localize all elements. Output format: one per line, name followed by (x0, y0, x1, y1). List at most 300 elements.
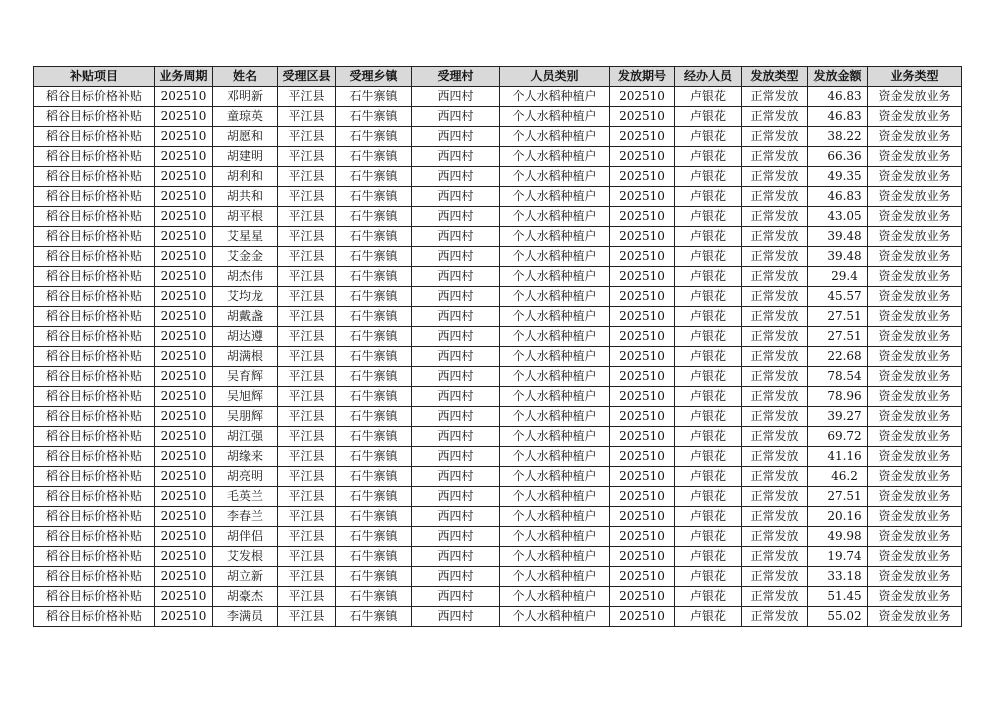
col-district-cell: 平江县 (278, 147, 336, 167)
col-name-cell: 艾星星 (213, 227, 278, 247)
col-business-period-cell: 202510 (155, 227, 213, 247)
col-amount-cell: 39.48 (808, 227, 868, 247)
col-person-category-cell: 个人水稻种植户 (500, 467, 610, 487)
col-district-cell: 平江县 (278, 387, 336, 407)
col-issue-type-cell: 正常发放 (742, 347, 808, 367)
col-operator-cell: 卢银花 (675, 447, 742, 467)
col-subsidy-item-cell: 稻谷目标价格补贴 (34, 327, 155, 347)
col-subsidy-item-cell: 稻谷目标价格补贴 (34, 527, 155, 547)
col-village-cell: 西四村 (412, 427, 500, 447)
col-subsidy-item-cell: 稻谷目标价格补贴 (34, 347, 155, 367)
col-name-cell: 胡戴盏 (213, 307, 278, 327)
col-village-cell: 西四村 (412, 327, 500, 347)
col-issue-type-cell: 正常发放 (742, 487, 808, 507)
col-issue-type-cell: 正常发放 (742, 547, 808, 567)
table-row (34, 347, 962, 367)
col-township-cell: 石牛寨镇 (336, 567, 412, 587)
col-district-cell: 平江县 (278, 247, 336, 267)
col-person-category-cell: 个人水稻种植户 (500, 407, 610, 427)
col-district-cell: 平江县 (278, 467, 336, 487)
col-business-type-cell: 资金发放业务 (868, 307, 962, 327)
table-row (34, 147, 962, 167)
table-header (34, 67, 962, 87)
col-township-cell: 石牛寨镇 (336, 547, 412, 567)
col-name-cell: 胡达遵 (213, 327, 278, 347)
col-issue-type-cell: 正常发放 (742, 587, 808, 607)
col-issue-type-cell: 正常发放 (742, 407, 808, 427)
col-amount-cell: 41.16 (808, 447, 868, 467)
col-amount-cell: 22.68 (808, 347, 868, 367)
col-name-cell: 胡亮明 (213, 467, 278, 487)
table-row (34, 247, 962, 267)
col-subsidy-item-cell: 稻谷目标价格补贴 (34, 447, 155, 467)
col-person-category-cell: 个人水稻种植户 (500, 247, 610, 267)
table-row (34, 207, 962, 227)
col-business-period-cell: 202510 (155, 427, 213, 447)
col-issue-period-cell: 202510 (610, 427, 675, 447)
col-district-cell: 平江县 (278, 267, 336, 287)
col-issue-period-cell: 202510 (610, 447, 675, 467)
col-issue-period-header: 发放期号 (610, 67, 675, 87)
col-person-category-cell: 个人水稻种植户 (500, 127, 610, 147)
col-subsidy-item-cell: 稻谷目标价格补贴 (34, 247, 155, 267)
table-row (34, 367, 962, 387)
col-operator-header: 经办人员 (675, 67, 742, 87)
col-issue-type-cell: 正常发放 (742, 247, 808, 267)
col-name-cell: 胡满根 (213, 347, 278, 367)
col-business-type-cell: 资金发放业务 (868, 347, 962, 367)
col-business-type-header: 业务类型 (868, 67, 962, 87)
col-business-type-cell: 资金发放业务 (868, 387, 962, 407)
col-township-cell: 石牛寨镇 (336, 527, 412, 547)
col-subsidy-item-header: 补贴项目 (34, 67, 155, 87)
col-issue-type-cell: 正常发放 (742, 387, 808, 407)
col-business-type-cell: 资金发放业务 (868, 447, 962, 467)
table-row (34, 547, 962, 567)
col-operator-cell: 卢银花 (675, 567, 742, 587)
col-issue-type-cell: 正常发放 (742, 287, 808, 307)
col-issue-type-cell: 正常发放 (742, 107, 808, 127)
col-person-category-cell: 个人水稻种植户 (500, 367, 610, 387)
col-issue-type-cell: 正常发放 (742, 147, 808, 167)
col-amount-cell: 78.54 (808, 367, 868, 387)
col-name-cell: 胡愿和 (213, 127, 278, 147)
col-township-cell: 石牛寨镇 (336, 487, 412, 507)
col-issue-period-cell: 202510 (610, 307, 675, 327)
col-district-cell: 平江县 (278, 507, 336, 527)
col-amount-cell: 66.36 (808, 147, 868, 167)
col-issue-period-cell: 202510 (610, 187, 675, 207)
col-name-cell: 胡江强 (213, 427, 278, 447)
col-amount-cell: 39.27 (808, 407, 868, 427)
col-operator-cell: 卢银花 (675, 187, 742, 207)
col-business-period-cell: 202510 (155, 87, 213, 107)
col-business-period-cell: 202510 (155, 287, 213, 307)
col-issue-period-cell: 202510 (610, 147, 675, 167)
col-district-cell: 平江县 (278, 487, 336, 507)
table-body (34, 87, 962, 627)
col-issue-period-cell: 202510 (610, 127, 675, 147)
col-amount-cell: 29.4 (808, 267, 868, 287)
col-district-cell: 平江县 (278, 447, 336, 467)
col-issue-period-cell: 202510 (610, 507, 675, 527)
col-name-cell: 吴朋辉 (213, 407, 278, 427)
col-village-cell: 西四村 (412, 187, 500, 207)
col-business-period-cell: 202510 (155, 527, 213, 547)
col-name-cell: 艾金金 (213, 247, 278, 267)
col-business-period-cell: 202510 (155, 147, 213, 167)
col-township-cell: 石牛寨镇 (336, 347, 412, 367)
col-subsidy-item-cell: 稻谷目标价格补贴 (34, 427, 155, 447)
col-name-cell: 邓明新 (213, 87, 278, 107)
table-row (34, 127, 962, 147)
col-village-cell: 西四村 (412, 567, 500, 587)
col-business-period-cell: 202510 (155, 207, 213, 227)
col-subsidy-item-cell: 稻谷目标价格补贴 (34, 567, 155, 587)
col-village-cell: 西四村 (412, 287, 500, 307)
col-business-type-cell: 资金发放业务 (868, 587, 962, 607)
col-business-period-cell: 202510 (155, 447, 213, 467)
col-issue-period-cell: 202510 (610, 347, 675, 367)
col-business-type-cell: 资金发放业务 (868, 287, 962, 307)
col-issue-type-cell: 正常发放 (742, 307, 808, 327)
col-person-category-cell: 个人水稻种植户 (500, 547, 610, 567)
col-business-period-cell: 202510 (155, 347, 213, 367)
col-issue-period-cell: 202510 (610, 487, 675, 507)
col-township-cell: 石牛寨镇 (336, 467, 412, 487)
col-business-period-cell: 202510 (155, 607, 213, 627)
col-amount-cell: 39.48 (808, 247, 868, 267)
col-subsidy-item-cell: 稻谷目标价格补贴 (34, 267, 155, 287)
col-amount-cell: 19.74 (808, 547, 868, 567)
col-amount-cell: 27.51 (808, 487, 868, 507)
col-person-category-cell: 个人水稻种植户 (500, 347, 610, 367)
col-business-type-cell: 资金发放业务 (868, 147, 962, 167)
col-operator-cell: 卢银花 (675, 327, 742, 347)
col-issue-type-cell: 正常发放 (742, 527, 808, 547)
col-township-cell: 石牛寨镇 (336, 607, 412, 627)
col-name-cell: 胡伴侣 (213, 527, 278, 547)
col-operator-cell: 卢银花 (675, 147, 742, 167)
col-amount-cell: 20.16 (808, 507, 868, 527)
col-district-cell: 平江县 (278, 587, 336, 607)
col-business-type-cell: 资金发放业务 (868, 367, 962, 387)
col-township-cell: 石牛寨镇 (336, 187, 412, 207)
col-village-cell: 西四村 (412, 267, 500, 287)
col-village-cell: 西四村 (412, 367, 500, 387)
col-subsidy-item-cell: 稻谷目标价格补贴 (34, 87, 155, 107)
col-issue-type-cell: 正常发放 (742, 427, 808, 447)
col-issue-type-cell: 正常发放 (742, 167, 808, 187)
col-township-cell: 石牛寨镇 (336, 87, 412, 107)
table-row (34, 427, 962, 447)
col-name-cell: 胡缘来 (213, 447, 278, 467)
col-issue-type-cell: 正常发放 (742, 467, 808, 487)
table-row (34, 387, 962, 407)
col-name-cell: 胡豪杰 (213, 587, 278, 607)
col-village-cell: 西四村 (412, 407, 500, 427)
header-row (34, 67, 962, 87)
col-district-cell: 平江县 (278, 567, 336, 587)
col-operator-cell: 卢银花 (675, 87, 742, 107)
col-issue-period-cell: 202510 (610, 607, 675, 627)
col-issue-period-cell: 202510 (610, 107, 675, 127)
col-name-cell: 胡利和 (213, 167, 278, 187)
col-operator-cell: 卢银花 (675, 207, 742, 227)
col-operator-cell: 卢银花 (675, 247, 742, 267)
col-subsidy-item-cell: 稻谷目标价格补贴 (34, 187, 155, 207)
col-township-cell: 石牛寨镇 (336, 147, 412, 167)
col-issue-period-cell: 202510 (610, 267, 675, 287)
col-township-cell: 石牛寨镇 (336, 407, 412, 427)
col-district-cell: 平江县 (278, 347, 336, 367)
col-business-type-cell: 资金发放业务 (868, 487, 962, 507)
col-district-cell: 平江县 (278, 367, 336, 387)
col-person-category-cell: 个人水稻种植户 (500, 307, 610, 327)
col-township-cell: 石牛寨镇 (336, 307, 412, 327)
col-issue-period-cell: 202510 (610, 367, 675, 387)
table-row (34, 607, 962, 627)
col-operator-cell: 卢银花 (675, 167, 742, 187)
col-business-type-cell: 资金发放业务 (868, 107, 962, 127)
col-business-type-cell: 资金发放业务 (868, 467, 962, 487)
col-issue-type-cell: 正常发放 (742, 87, 808, 107)
col-village-header: 受理村 (412, 67, 500, 87)
col-village-cell: 西四村 (412, 247, 500, 267)
col-person-category-cell: 个人水稻种植户 (500, 607, 610, 627)
col-village-cell: 西四村 (412, 127, 500, 147)
table-row (34, 267, 962, 287)
table-row (34, 527, 962, 547)
col-person-category-cell: 个人水稻种植户 (500, 447, 610, 467)
col-name-cell: 胡杰伟 (213, 267, 278, 287)
col-operator-cell: 卢银花 (675, 127, 742, 147)
col-village-cell: 西四村 (412, 107, 500, 127)
col-business-type-cell: 资金发放业务 (868, 267, 962, 287)
col-issue-type-cell: 正常发放 (742, 187, 808, 207)
col-amount-cell: 46.83 (808, 107, 868, 127)
col-district-cell: 平江县 (278, 167, 336, 187)
col-issue-type-header: 发放类型 (742, 67, 808, 87)
col-name-cell: 李春兰 (213, 507, 278, 527)
col-issue-type-cell: 正常发放 (742, 447, 808, 467)
col-business-period-cell: 202510 (155, 567, 213, 587)
col-amount-cell: 27.51 (808, 307, 868, 327)
col-business-type-cell: 资金发放业务 (868, 87, 962, 107)
col-district-cell: 平江县 (278, 307, 336, 327)
table-row (34, 307, 962, 327)
col-operator-cell: 卢银花 (675, 107, 742, 127)
col-subsidy-item-cell: 稻谷目标价格补贴 (34, 147, 155, 167)
col-issue-period-cell: 202510 (610, 87, 675, 107)
col-subsidy-item-cell: 稻谷目标价格补贴 (34, 387, 155, 407)
col-amount-cell: 69.72 (808, 427, 868, 447)
col-operator-cell: 卢银花 (675, 487, 742, 507)
col-issue-type-cell: 正常发放 (742, 567, 808, 587)
col-person-category-header: 人员类别 (500, 67, 610, 87)
col-issue-type-cell: 正常发放 (742, 207, 808, 227)
col-district-cell: 平江县 (278, 87, 336, 107)
col-operator-cell: 卢银花 (675, 287, 742, 307)
col-township-cell: 石牛寨镇 (336, 227, 412, 247)
col-person-category-cell: 个人水稻种植户 (500, 147, 610, 167)
col-business-period-header: 业务周期 (155, 67, 213, 87)
col-business-period-cell: 202510 (155, 327, 213, 347)
col-person-category-cell: 个人水稻种植户 (500, 287, 610, 307)
col-name-cell: 李满员 (213, 607, 278, 627)
col-operator-cell: 卢银花 (675, 467, 742, 487)
col-district-cell: 平江县 (278, 107, 336, 127)
table-row (34, 567, 962, 587)
col-business-period-cell: 202510 (155, 587, 213, 607)
col-amount-cell: 43.05 (808, 207, 868, 227)
table-row (34, 327, 962, 347)
subsidy-table (33, 66, 962, 627)
col-amount-cell: 78.96 (808, 387, 868, 407)
col-township-cell: 石牛寨镇 (336, 167, 412, 187)
col-subsidy-item-cell: 稻谷目标价格补贴 (34, 127, 155, 147)
col-operator-cell: 卢银花 (675, 407, 742, 427)
col-business-type-cell: 资金发放业务 (868, 227, 962, 247)
col-district-cell: 平江县 (278, 187, 336, 207)
col-person-category-cell: 个人水稻种植户 (500, 87, 610, 107)
col-issue-type-cell: 正常发放 (742, 327, 808, 347)
col-person-category-cell: 个人水稻种植户 (500, 507, 610, 527)
col-district-cell: 平江县 (278, 607, 336, 627)
col-business-period-cell: 202510 (155, 547, 213, 567)
table-row (34, 107, 962, 127)
col-issue-period-cell: 202510 (610, 527, 675, 547)
col-subsidy-item-cell: 稻谷目标价格补贴 (34, 467, 155, 487)
col-name-cell: 胡建明 (213, 147, 278, 167)
col-subsidy-item-cell: 稻谷目标价格补贴 (34, 207, 155, 227)
col-village-cell: 西四村 (412, 387, 500, 407)
col-subsidy-item-cell: 稻谷目标价格补贴 (34, 227, 155, 247)
col-amount-header: 发放金额 (808, 67, 868, 87)
col-village-cell: 西四村 (412, 147, 500, 167)
col-business-type-cell: 资金发放业务 (868, 527, 962, 547)
col-issue-period-cell: 202510 (610, 167, 675, 187)
col-village-cell: 西四村 (412, 487, 500, 507)
col-village-cell: 西四村 (412, 527, 500, 547)
col-name-cell: 毛英兰 (213, 487, 278, 507)
table-row (34, 487, 962, 507)
col-business-period-cell: 202510 (155, 267, 213, 287)
col-amount-cell: 33.18 (808, 567, 868, 587)
col-district-cell: 平江县 (278, 287, 336, 307)
col-village-cell: 西四村 (412, 207, 500, 227)
col-name-cell: 胡立新 (213, 567, 278, 587)
col-issue-type-cell: 正常发放 (742, 227, 808, 247)
col-district-cell: 平江县 (278, 207, 336, 227)
col-village-cell: 西四村 (412, 167, 500, 187)
col-amount-cell: 49.35 (808, 167, 868, 187)
col-business-type-cell: 资金发放业务 (868, 327, 962, 347)
col-person-category-cell: 个人水稻种植户 (500, 227, 610, 247)
col-issue-type-cell: 正常发放 (742, 607, 808, 627)
col-business-period-cell: 202510 (155, 167, 213, 187)
col-district-header: 受理区县 (278, 67, 336, 87)
col-township-cell: 石牛寨镇 (336, 387, 412, 407)
col-district-cell: 平江县 (278, 227, 336, 247)
col-issue-period-cell: 202510 (610, 387, 675, 407)
table-row (34, 467, 962, 487)
col-business-period-cell: 202510 (155, 107, 213, 127)
col-business-period-cell: 202510 (155, 127, 213, 147)
col-amount-cell: 45.57 (808, 287, 868, 307)
col-amount-cell: 51.45 (808, 587, 868, 607)
col-operator-cell: 卢银花 (675, 367, 742, 387)
col-operator-cell: 卢银花 (675, 527, 742, 547)
col-business-type-cell: 资金发放业务 (868, 207, 962, 227)
col-township-cell: 石牛寨镇 (336, 287, 412, 307)
col-operator-cell: 卢银花 (675, 307, 742, 327)
col-business-type-cell: 资金发放业务 (868, 507, 962, 527)
col-name-cell: 胡平根 (213, 207, 278, 227)
col-operator-cell: 卢银花 (675, 267, 742, 287)
col-operator-cell: 卢银花 (675, 547, 742, 567)
col-business-type-cell: 资金发放业务 (868, 607, 962, 627)
col-person-category-cell: 个人水稻种植户 (500, 267, 610, 287)
col-township-cell: 石牛寨镇 (336, 127, 412, 147)
col-business-type-cell: 资金发放业务 (868, 547, 962, 567)
table-row (34, 227, 962, 247)
col-township-cell: 石牛寨镇 (336, 447, 412, 467)
col-name-cell: 吴旭辉 (213, 387, 278, 407)
col-subsidy-item-cell: 稻谷目标价格补贴 (34, 547, 155, 567)
col-village-cell: 西四村 (412, 607, 500, 627)
col-business-type-cell: 资金发放业务 (868, 167, 962, 187)
col-township-cell: 石牛寨镇 (336, 327, 412, 347)
col-subsidy-item-cell: 稻谷目标价格补贴 (34, 507, 155, 527)
col-business-period-cell: 202510 (155, 247, 213, 267)
col-issue-period-cell: 202510 (610, 467, 675, 487)
col-business-type-cell: 资金发放业务 (868, 427, 962, 447)
col-subsidy-item-cell: 稻谷目标价格补贴 (34, 607, 155, 627)
col-business-type-cell: 资金发放业务 (868, 247, 962, 267)
col-issue-period-cell: 202510 (610, 547, 675, 567)
col-township-cell: 石牛寨镇 (336, 507, 412, 527)
col-subsidy-item-cell: 稻谷目标价格补贴 (34, 407, 155, 427)
table-row (34, 587, 962, 607)
col-name-cell: 胡共和 (213, 187, 278, 207)
col-issue-type-cell: 正常发放 (742, 267, 808, 287)
col-amount-cell: 27.51 (808, 327, 868, 347)
col-amount-cell: 49.98 (808, 527, 868, 547)
col-issue-type-cell: 正常发放 (742, 367, 808, 387)
col-issue-period-cell: 202510 (610, 587, 675, 607)
table-row (34, 287, 962, 307)
col-name-cell: 吴育辉 (213, 367, 278, 387)
col-business-type-cell: 资金发放业务 (868, 127, 962, 147)
col-operator-cell: 卢银花 (675, 587, 742, 607)
col-issue-period-cell: 202510 (610, 407, 675, 427)
col-village-cell: 西四村 (412, 507, 500, 527)
col-amount-cell: 46.83 (808, 187, 868, 207)
col-business-type-cell: 资金发放业务 (868, 567, 962, 587)
col-township-cell: 石牛寨镇 (336, 207, 412, 227)
col-village-cell: 西四村 (412, 587, 500, 607)
col-issue-period-cell: 202510 (610, 207, 675, 227)
col-district-cell: 平江县 (278, 127, 336, 147)
table-row (34, 407, 962, 427)
col-business-period-cell: 202510 (155, 407, 213, 427)
col-business-period-cell: 202510 (155, 387, 213, 407)
col-subsidy-item-cell: 稻谷目标价格补贴 (34, 307, 155, 327)
col-operator-cell: 卢银花 (675, 387, 742, 407)
col-business-period-cell: 202510 (155, 487, 213, 507)
col-subsidy-item-cell: 稻谷目标价格补贴 (34, 367, 155, 387)
